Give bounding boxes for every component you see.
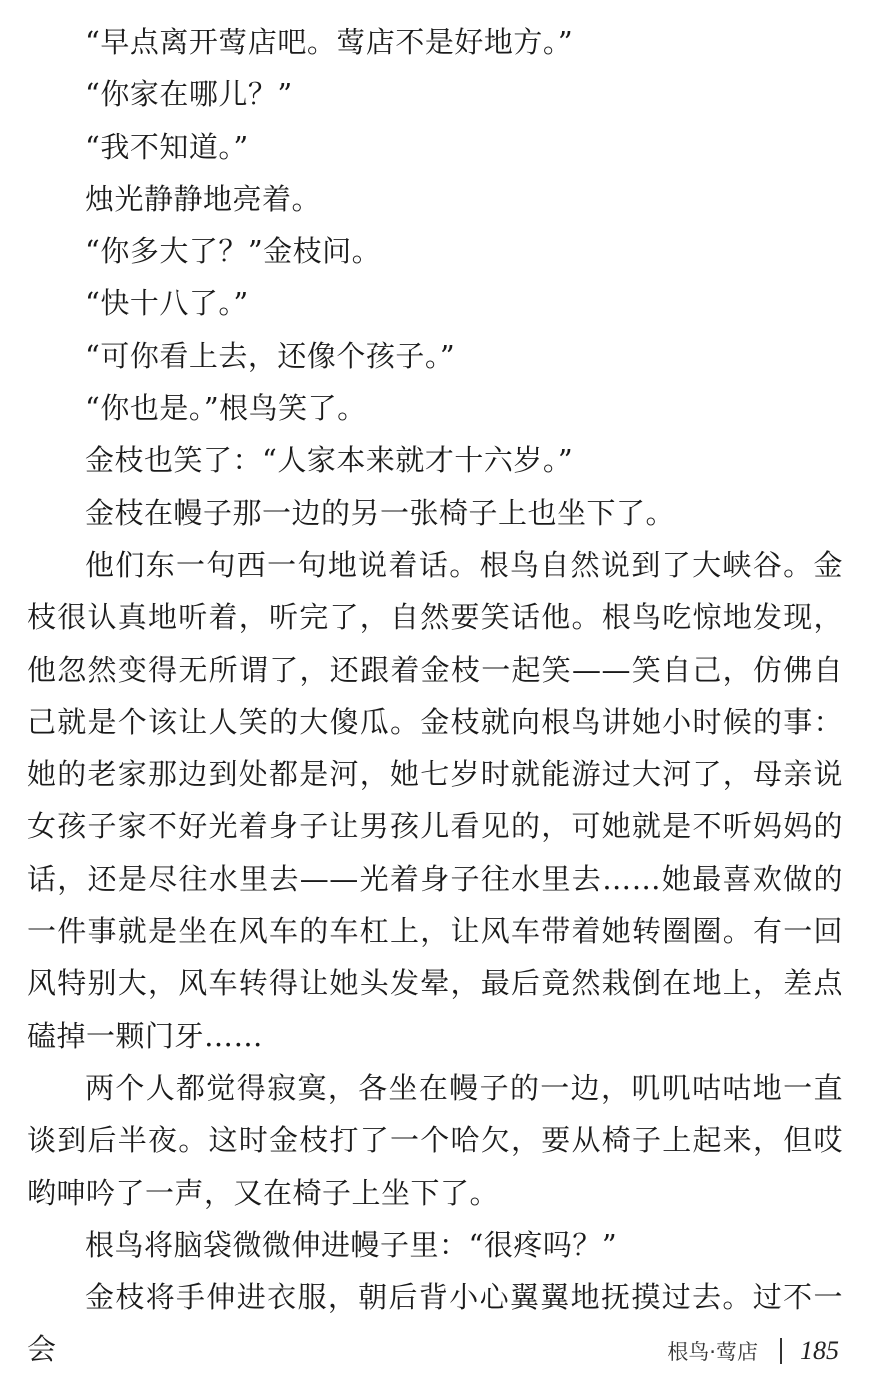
paragraph: 金枝也笑了：“人家本来就才十六岁。” — [85, 443, 574, 478]
page-number: 185 — [800, 1336, 839, 1365]
paragraph: “快十八了。” — [85, 286, 249, 321]
paragraph: 烛光静静地亮着。 — [85, 181, 322, 216]
paragraph: “可你看上去，还像个孩子。” — [85, 338, 456, 373]
footer-divider — [780, 1338, 782, 1364]
paragraph: 他们东一句西一句地说着话。根鸟自然说到了大峡谷。金枝很认真地听着，听完了，自然要笑话他。根鸟吃惊地发现，他忽然变得无所谓了，还跟着金枝一起笑——笑自己，仿佛自己就是个该让人笑的大傻瓜。金枝就向根鸟讲她小时候的事：她的老家那边到处都是河，她七岁时就能游过大河了，母亲说女孩子家不好光着身子让男孩儿看见的，可她就是不听妈妈的话，还是尽往水里去——光着身子往水里去……她最喜欢做的一件事就是坐在风车的车杠上，让风车带着她转圈圈。有一回风特别大，风车转得让她头发晕，最后竟然栽倒在地上，差点磕掉一颗门牙…… — [27, 547, 843, 1053]
paragraph: “你也是。”根鸟笑了。 — [85, 391, 367, 426]
paragraph: 两个人都觉得寂寞，各坐在幔子的一边，叽叽咕咕地一直谈到后半夜。这时金枝打了一个哈欠，要从椅子上起来，但哎哟呻吟了一声，又在椅子上坐下了。 — [27, 1070, 843, 1210]
paragraph: 金枝将手伸进衣服，朝后背小心翼翼地抚摸过去。过不一会 — [27, 1280, 843, 1367]
page-footer — [667, 1331, 839, 1371]
page-body — [27, 16, 843, 1376]
paragraph: 金枝在幔子那一边的另一张椅子上也坐下了。 — [85, 495, 676, 530]
paragraph: “你家在哪儿？” — [85, 77, 293, 112]
paragraph: “你多大了？”金枝问。 — [85, 234, 382, 269]
paragraph: “我不知道。” — [85, 129, 249, 164]
paragraph: “早点离开莺店吧。莺店不是好地方。” — [85, 25, 574, 59]
running-head: 根鸟·莺店 — [667, 1340, 758, 1364]
paragraph: 根鸟将脑袋微微伸进幔子里：“很疼吗？” — [85, 1227, 618, 1262]
